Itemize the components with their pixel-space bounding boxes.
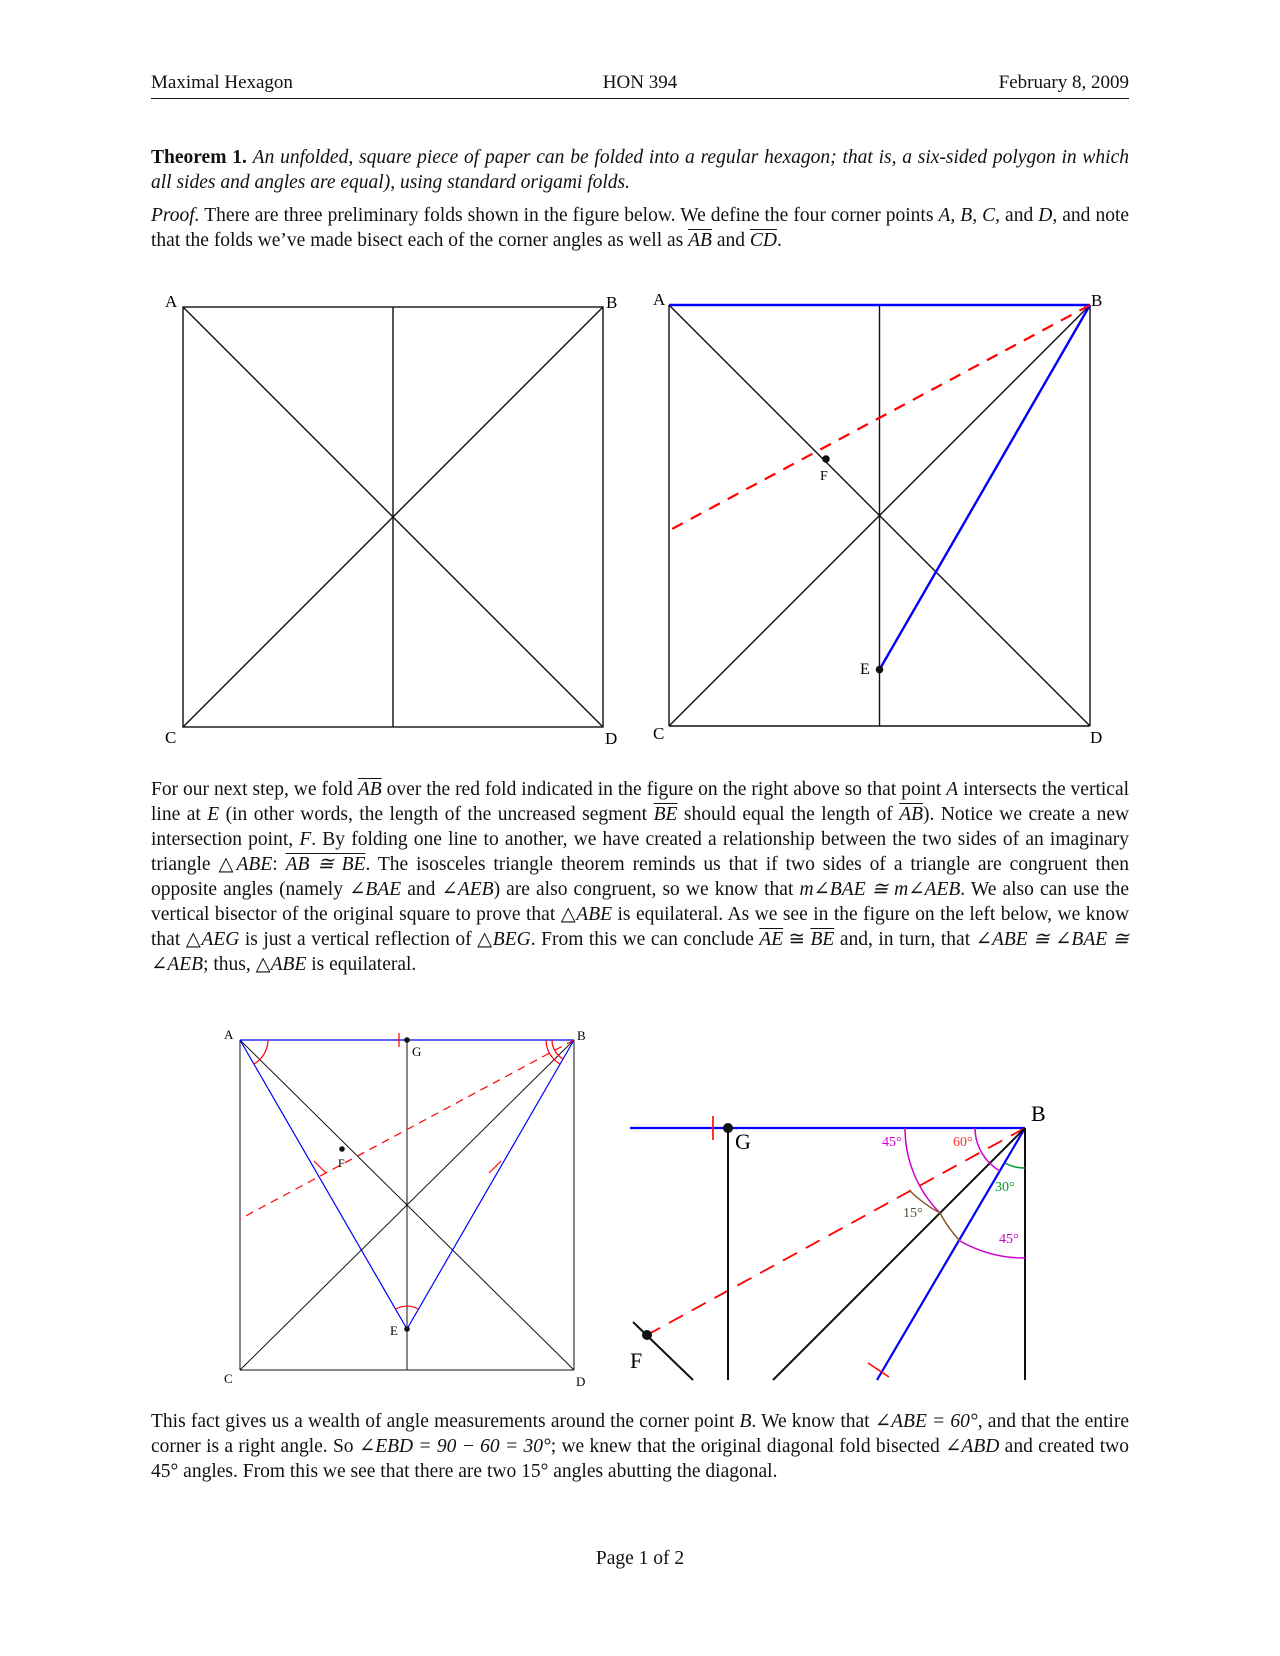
proof-seg-cd: $\overline{CD}$ [749,230,777,251]
label-e: E [390,1323,398,1338]
running-header [151,72,1129,98]
label-c: C [165,728,177,745]
header-course: HON 394 [602,72,678,93]
proof-text-3: , and note that the folds we’ve made bisect each of the corner angles as well as [151,205,1130,251]
segment-ae-blue [240,1040,407,1329]
label-f: F [820,469,828,484]
label-f: F [630,1348,643,1373]
label-60: 60° [953,1135,973,1150]
paragraph-equilateral: For our next step, we fold $\overline{AB}$ over the red fold indicated in the figure on the right above so that point A intersects the vertical line at E (in other words, the length of the uncreased segment $\overline{BE}$ should equal the length of $\overline{AB}$). Notice we create a new intersection point, F. By folding one line to another, we have created a relationship between the two sides of an imaginary triangle △ABE: AB ≅ BE. The isosceles triangle theorem reminds us that if two sides of a triangle are congruent then opposite angles (namely ∠BAE and ∠AEB) are also congruent, so we know that m∠BAE ≅ m∠AEB. We also can use the vertical bisector of the original square to prove that △ABE is equilateral. As we see in the figure on the left below, we know that △AEG is just a vertical reflection of △BEG. From this we can conclude $\overline{AE}$ ≅ $\overline{BE}$ and, in turn, that ∠ABE ≅ ∠BAE ≅ ∠AEB; thus, △ABE is equilateral. [151,779,1130,975]
label-e: E [860,661,870,678]
header-rule [151,98,1129,99]
proof-paragraph [151,203,1129,253]
label-g: G [412,1044,422,1059]
theorem-text: An unfolded, square piece of paper can be folded into a regular hexagon; that is, a six-sided polygon in which all sides and angles are equal), using standard origami folds. [151,147,1129,193]
label-d: D [576,1374,586,1389]
arc-30 [1005,1163,1025,1168]
theorem-paragraph [151,145,1129,195]
label-15: 15° [903,1206,923,1221]
label-d: D [605,729,618,745]
arc-45-top [905,1128,940,1213]
red-fold-line [647,1128,1025,1335]
proof-and: and [716,230,745,251]
label-b: B [606,293,618,312]
figure-square-folds [160,285,620,745]
label-f: F [338,1156,345,1170]
figure-fold-construction [645,285,1125,745]
theorem-label: Theorem 1. [151,147,247,168]
label-b: B [1091,291,1103,310]
label-45-top: 45° [882,1135,902,1150]
point-e [876,666,884,674]
label-a: A [224,1027,234,1042]
label-30: 30° [995,1180,1015,1195]
congruence-marks [254,1033,563,1309]
point-g [404,1037,410,1043]
label-d: D [1090,728,1103,745]
label-b: B [1031,1101,1046,1126]
label-45-bottom: 45° [999,1232,1019,1247]
proof-text-2: and [1005,205,1034,226]
header-date: February 8, 2009 [998,72,1129,93]
label-c: C [224,1371,233,1386]
proof-end: . [776,230,782,251]
point-f [339,1146,345,1152]
segment-be-blue [407,1040,574,1329]
figure-corner-angles [625,1100,1060,1390]
point-f [642,1330,652,1340]
header-title: Maximal Hexagon [151,72,293,93]
arc-15-lower [940,1213,960,1241]
segment-be-blue [880,305,1091,670]
point-f [822,455,830,463]
label-c: C [653,724,665,743]
proof-point-d: D [1038,205,1053,226]
proof-seg-ab: $\overline{AB}$ [688,230,712,251]
point-e [404,1326,410,1332]
proof-label: Proof. [151,205,200,226]
paragraph-angles: This fact gives us a wealth of angle measurements around the corner point B. We know that ∠ABE = 60°, and that the entire corner is a right angle. So ∠EBD = 90 − 60 = 30°; we knew that the original diagonal fold bisected ∠ABD and created two 45° angles. From this we see that there are two 15° angles abutting the diagonal. [151,1411,1129,1482]
label-a: A [165,292,178,311]
point-g [723,1123,733,1133]
page-number: Page 1 of 2 [595,1548,685,1569]
label-g: G [735,1129,751,1154]
proof-text-1: There are three preliminary folds shown in the figure below. We define the four corner points [204,205,934,226]
label-a: A [653,290,666,309]
figure-equilateral-proof [220,1025,595,1390]
proof-points: A, B, C, [938,205,1000,226]
label-b: B [577,1028,586,1043]
